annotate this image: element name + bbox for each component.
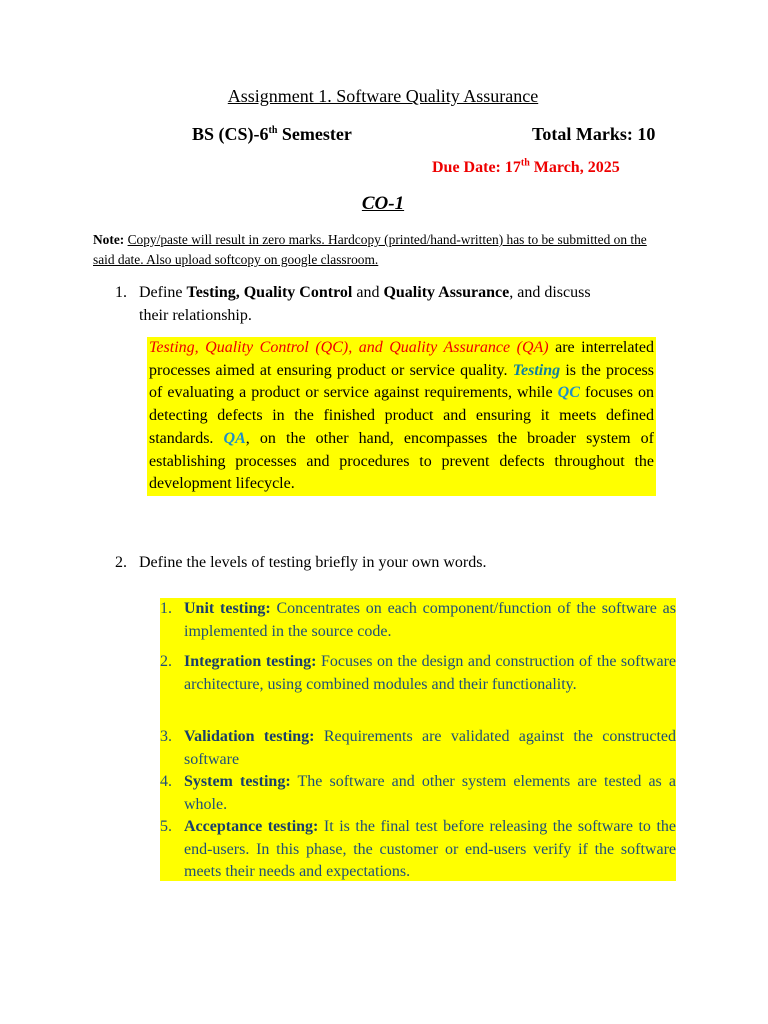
testing-levels-list bbox=[160, 598, 676, 881]
answer-term-testing: Testing bbox=[512, 361, 561, 379]
note-paragraph bbox=[93, 230, 653, 270]
semester-label: BS (CS)-6th Semester bbox=[192, 124, 352, 144]
question-2 bbox=[115, 551, 635, 574]
list-item: 1. Unit testing: Concentrates on each component/function of the software as implemented in the source code. bbox=[160, 600, 676, 640]
list-item: 3. Validation testing: Requirements are validated against the constructed software bbox=[160, 728, 677, 768]
question-1-text: Define Testing, Quality Control and Quality Assurance, and discuss their relationship. bbox=[139, 284, 591, 324]
assignment-title: Assignment 1. Software Quality Assurance bbox=[227, 86, 539, 106]
question-1 bbox=[115, 281, 615, 327]
list-item: 4. System testing: The software and other system elements are tested as a whole. bbox=[160, 773, 676, 813]
list-item: 2. Integration testing: Focuses on the design and construction of the software architecture, using combined modules and their functionality. bbox=[160, 653, 677, 693]
answer-1-highlight: Testing, Quality Control (QC), and Quality Assurance (QA) are interrelated processes aimed at ensuring product or service quality. Testing is the process of evaluating a product or service against requirements, while QC focuses on detecting defects in the finished product and ensuring it meets defined standards. QA, on the other hand, encompasses the broader system of establishing processes and procedures to prevent defects throughout the development lifecycle. bbox=[147, 337, 656, 496]
question-2-text: Define the levels of testing briefly in your own words. bbox=[139, 554, 487, 571]
question-1-number: 1. bbox=[115, 284, 127, 301]
answer-1-lead: Testing, Quality Control (QC), and Quality Assurance (QA) bbox=[149, 339, 549, 356]
answer-term-qa: QA bbox=[223, 429, 246, 447]
question-2-number: 2. bbox=[115, 554, 127, 571]
course-outcome-heading: CO-1 bbox=[361, 193, 405, 214]
note-label: Note: bbox=[93, 232, 125, 247]
total-marks: Total Marks: 10 bbox=[532, 124, 656, 144]
note-text: Copy/paste will result in zero marks. Hardcopy (printed/hand-written) has to be submitted on the said date. Also upload softcopy on google classroom. bbox=[93, 232, 647, 267]
answer-term-qc: QC bbox=[557, 384, 580, 402]
due-date: Due Date: 17th March, 2025 bbox=[432, 157, 620, 176]
list-item: 5. Acceptance testing: It is the final test before releasing the software to the end-users. In this phase, the customer or end-users verify if the software meets their needs and expectations. bbox=[160, 818, 677, 880]
